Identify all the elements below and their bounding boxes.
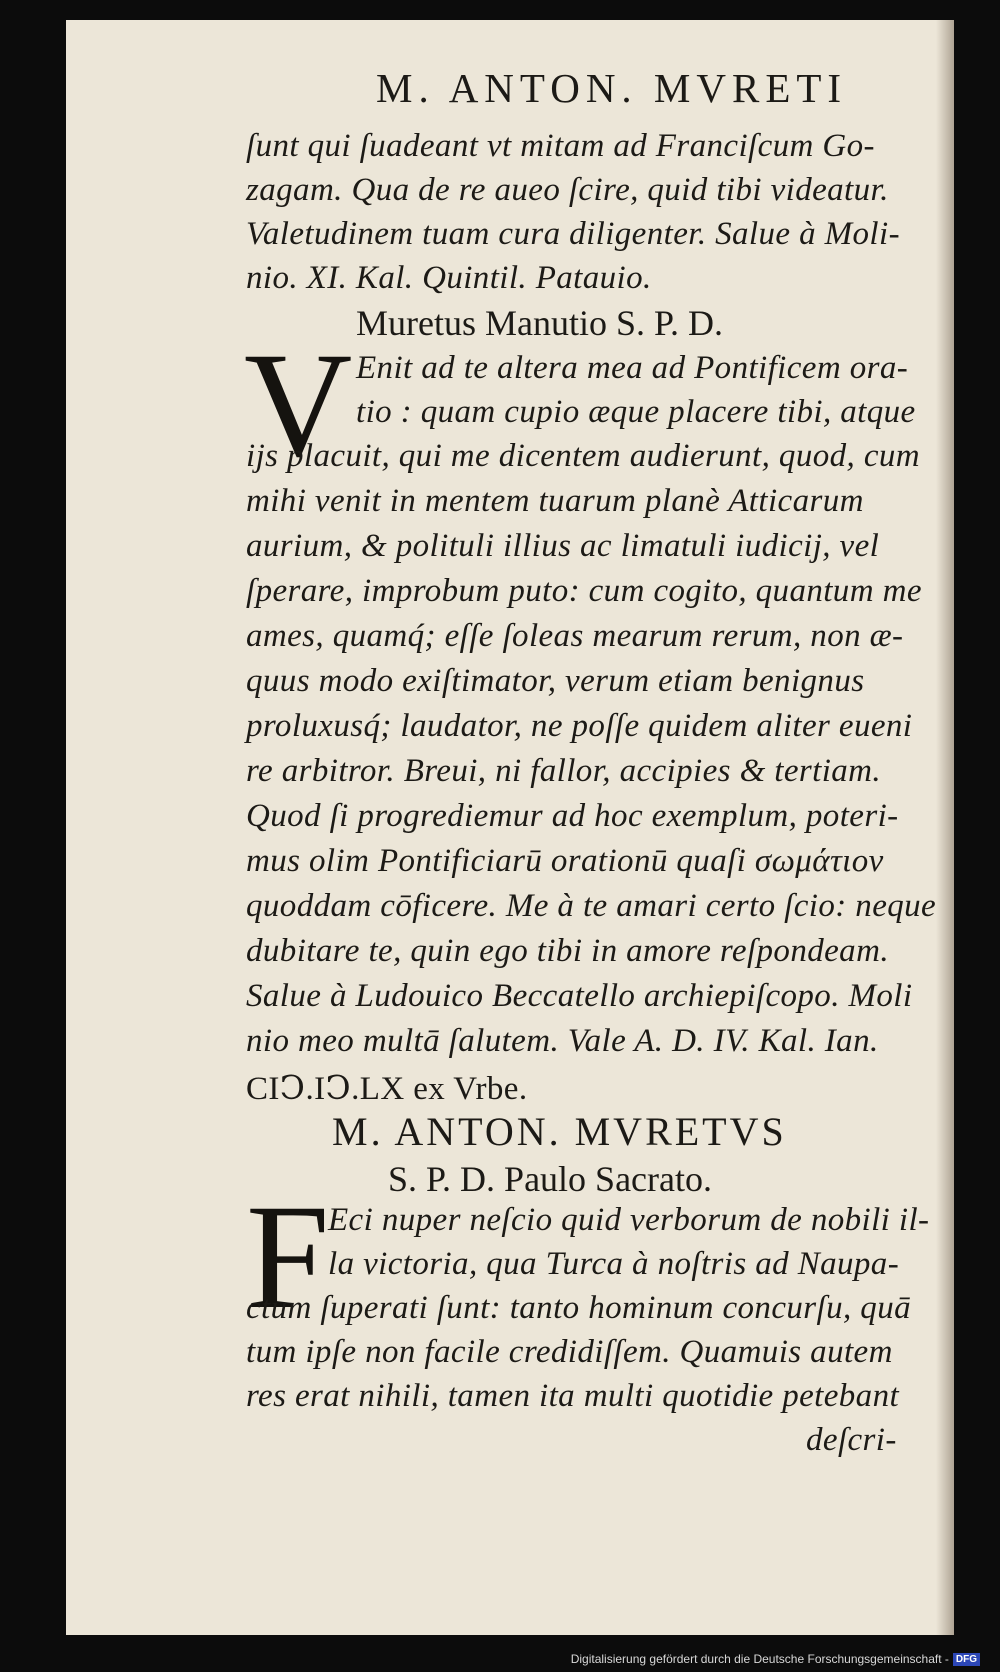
text-line: ctum ſuperati ſunt: tanto hominum concurſu, quā [246,1290,911,1326]
text-line: tum ipſe non facile credidiſſem. Quamuis autem [246,1334,893,1370]
book-page [66,20,954,1635]
text-line: zagam. Qua de re aueo ſcire, quid tibi videatur. [246,172,889,208]
text-line: proluxusq́; laudator, ne poſſe quidem aliter eueni [246,708,913,744]
text-line: ſunt qui ſuadeant vt mitam ad Franciſcum Go- [246,128,875,164]
text-line: mihi venit in mentem tuarum planè Atticarum [246,483,864,519]
text-line: aurium, & polituli illius ac limatuli iudicij, vel [246,528,880,564]
letter-subheading: S. P. D. Paulo Sacrato. [388,1159,712,1199]
text-line: ſperare, improbum puto: cum cogito, quantum me [246,573,922,609]
text-line: re arbitror. Breui, ni fallor, accipies & tertiam. [246,753,882,789]
text-line: Valetudinem tuam cura diligenter. Salue à Moli- [246,216,900,252]
credit-text: Digitalisierung gefördert durch die Deutsche Forschungsgemeinschaft - [570,1652,949,1666]
drop-capital: V [244,322,353,488]
text-line: la victoria, qua Turca à noſtris ad Naupa- [328,1246,900,1282]
text-line: Quod ſi progrediemur ad hoc exemplum, poteri- [246,798,899,834]
text-line: ijs placuit, qui me dicentem audierunt, quod, cum [246,438,920,474]
text-line: quoddam cōficere. Me à te amari certo ſcio: neque [246,888,937,924]
text-line: Salue à Ludouico Beccatello archiepiſcopo. Moli [246,978,913,1014]
text-line: Enit ad te altera mea ad Pontificem ora- [356,350,909,386]
letter-heading: M. ANTON. MVRETVS [332,1109,787,1154]
text-line: tio : quam cupio æque placere tibi, atque [356,394,916,430]
letter-heading: Muretus Manutio S. P. D. [356,303,724,343]
digitization-credit [571,1652,980,1666]
text-line: res erat nihili, tamen ita multi quotidie petebant [246,1378,900,1414]
text-line: ames, quamq́; eſſe ſoleas mearum rerum, non æ- [246,618,904,654]
drop-capital: F [246,1174,330,1340]
text-line: dubitare te, quin ego tibi in amore reſpondeam. [246,933,889,969]
text-line: quus modo exiſtimator, verum etiam benignus [246,663,865,699]
dfg-logo: DFG [953,1653,980,1666]
text-line: Eci nuper neſcio quid verborum de nobili il- [328,1202,930,1238]
running-head: M. ANTON. MVRETI [376,65,848,111]
text-line: nio. XI. Kal. Quintil. Patauio. [246,260,652,296]
text-line: CIↃ.IↃ.LX ex Vrbe. [246,1071,528,1107]
text-line: mus olim Pontificiarū orationū quaſi σωμάτιον [246,843,884,879]
catchword: deſcri- [806,1422,897,1458]
text-line: nio meo multā ſalutem. Vale A. D. IV. Kal. Ian. [246,1023,879,1059]
